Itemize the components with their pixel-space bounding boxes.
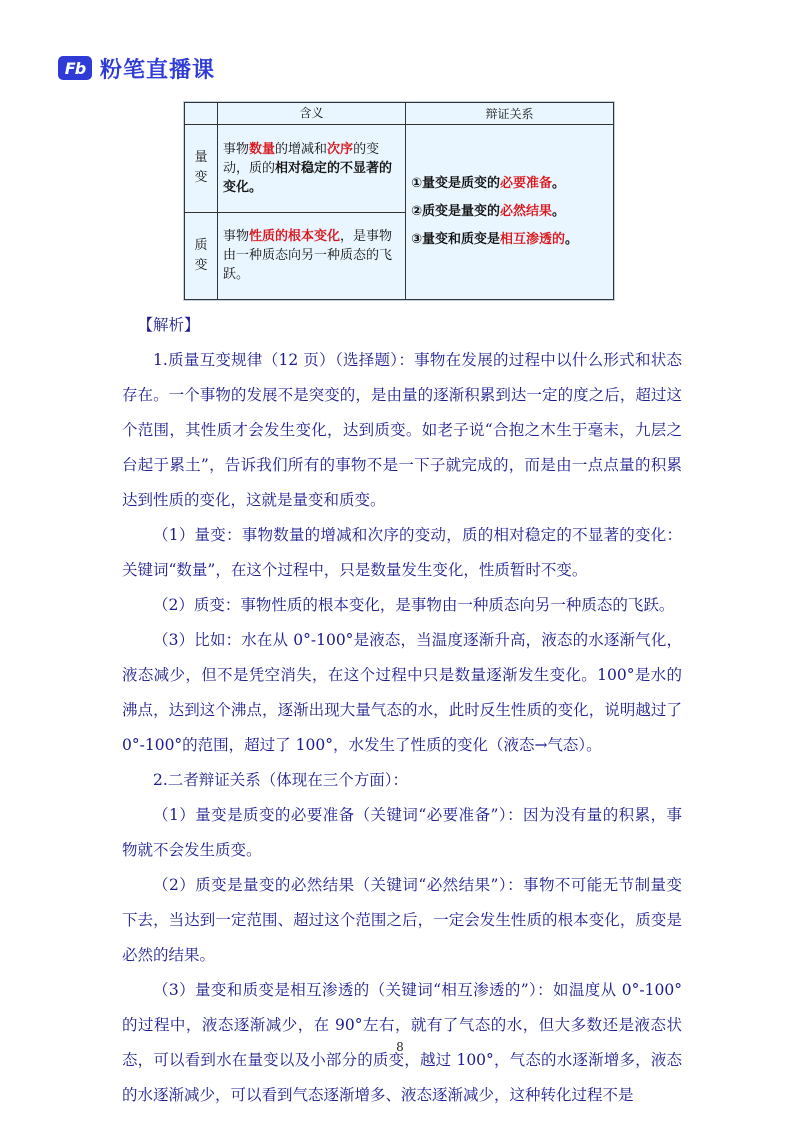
paragraph: 1.质量互变规律（12 页）（选择题）：事物在发展的过程中以什么形式和状态存在。一个事物的发展不是突变的，是由量的逐渐积累到达一定的度之后，超过这个范围，其性质才会发生变化，达到质变。如老子说“合抱之木生于毫末，九层之台起于累土”，告诉我们所有的事物不是一下子就完成的，而是由一点点量的积累达到性质的变化，这就是量变和质变。 [122, 351, 682, 509]
definition-quantitative: 事物数量的增减和次序的变动，质的相对稳定的不显著的变化。 [218, 125, 406, 213]
fenbi-logo-icon: Fb [58, 56, 92, 80]
paragraph: （2）质变是量变的必然结果（关键词“必然结果”）：事物不可能无节制量变下去，当达到一定范围、超过这个范围之后，一定会发生性质的根本变化，质变是必然的结果。 [122, 876, 682, 964]
relation-cell [406, 125, 614, 300]
brand-name: 粉笔直播课 [100, 57, 216, 83]
section-label: 【解析】 [137, 316, 200, 334]
concept-table [183, 101, 615, 301]
relation-item: ③量变和质变是相互渗透的。 [411, 232, 579, 247]
relation-item: ②质变是量变的必然结果。 [411, 204, 566, 219]
term-qualitative: 质变 [185, 212, 218, 300]
paragraph: （3）量变和质变是相互渗透的（关键词“相互渗透的”）：如温度从 0°-100°的过程中，液态逐渐减少，在 90°左右，就有了气态的水，但大多数还是液态状态，可以看到水在量变以及小部分的质变，越过 100°，气态的水逐渐增多，液态的水逐渐减少，可以看到气态逐渐增多、液态逐渐减少，这种转化过程不是 [122, 981, 682, 1104]
definition-qualitative: 事物性质的根本变化，是事物由一种质态向另一种质态的飞跃。 [218, 212, 406, 300]
table-header-relation: 辩证关系 [406, 103, 614, 125]
paragraph: 2.二者辩证关系（体现在三个方面）： [153, 771, 409, 789]
paragraph: （1）量变：事物数量的增减和次序的变动，质的相对稳定的不显著的变化：关键词“数量”，在这个过程中，只是数量发生变化，性质暂时不变。 [122, 526, 682, 579]
paragraph: （3）比如：水在从 0°-100°是液态，当温度逐渐升高，液态的水逐渐气化，液态减少，但不是凭空消失，在这个过程中只是数量逐渐发生变化。100°是水的沸点，达到这个沸点，逐渐出现大量气态的水，此时反生性质的变化，说明越过了 0°-100°的范围，超过了 100°，水发生了性质的变化（液态→气态）。 [122, 631, 682, 754]
table-header-blank [185, 103, 218, 125]
relation-item: ①量变是质变的必要准备。 [411, 176, 566, 191]
analysis-body [122, 308, 682, 1113]
brand-header [58, 52, 215, 84]
page-number: 8 [396, 1040, 404, 1054]
table-header-meaning: 含义 [218, 103, 406, 125]
term-quantitative: 量变 [185, 125, 218, 213]
paragraph: （2）质变：事物性质的根本变化，是事物由一种质态向另一种质态的飞跃。 [153, 596, 675, 614]
paragraph: （1）量变是质变的必要准备（关键词“必要准备”）：因为没有量的积累，事物就不会发生质变。 [122, 806, 682, 859]
